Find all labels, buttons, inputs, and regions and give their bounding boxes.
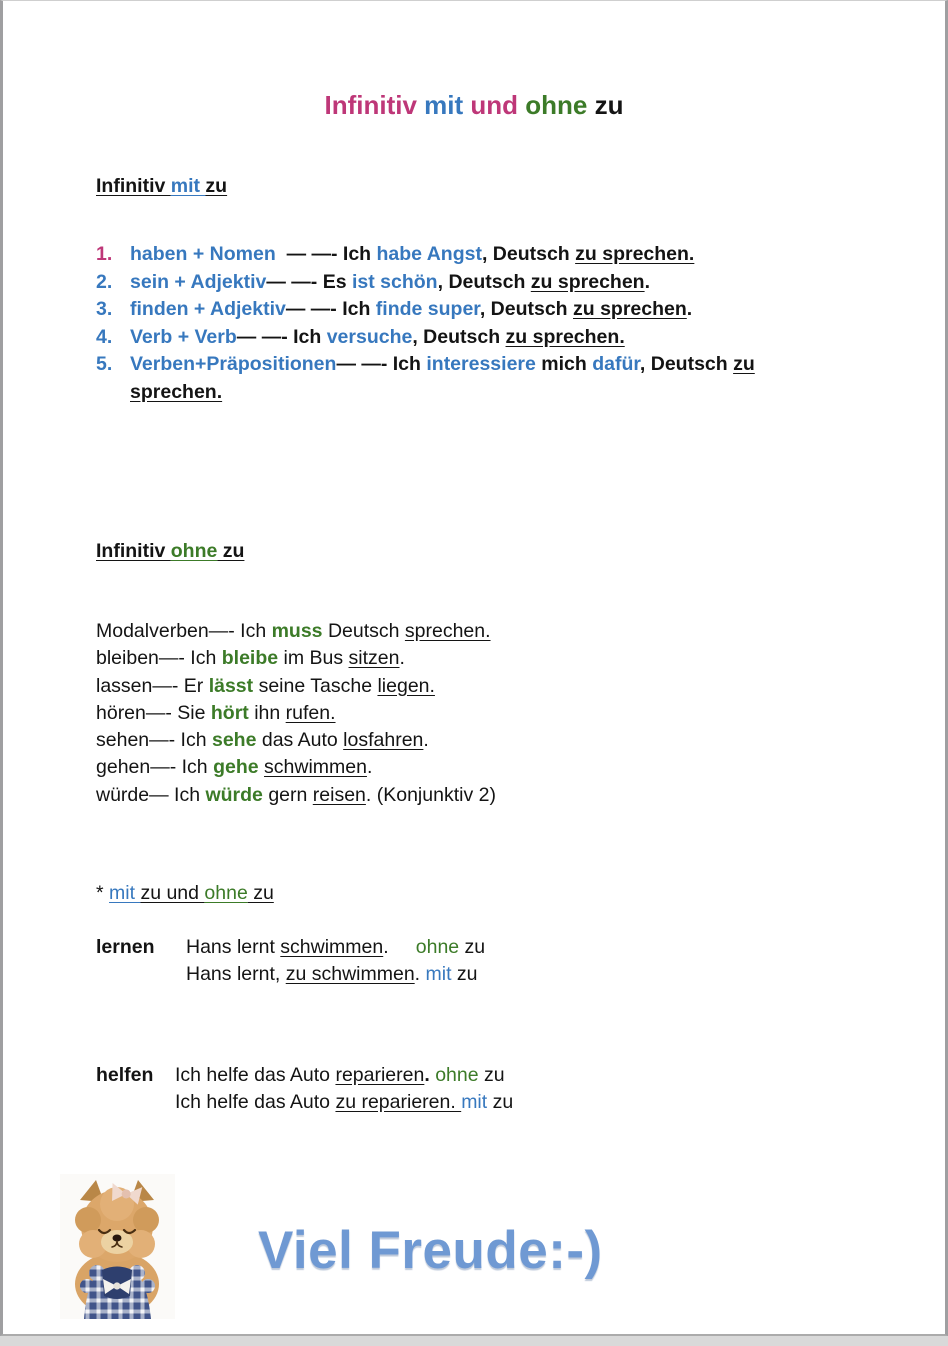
- document-title: Infinitiv mit und ohne zu: [324, 90, 624, 120]
- note-mit-und-ohne-zu: * mit zu und ohne zu: [96, 882, 274, 905]
- example-line: Ich helfe das Auto zu reparieren. mit zu: [175, 1090, 514, 1113]
- dog-photo: [60, 1174, 175, 1319]
- list-number: 2.: [96, 270, 113, 293]
- list-item-text: sein + Adjektiv— —- Es ist schön, Deutsch zu sprechen.: [130, 270, 651, 293]
- example-line: lassen—- Er lässt seine Tasche liegen.: [96, 674, 435, 697]
- example-line: sehen—- Ich sehe das Auto losfahren.: [96, 729, 429, 752]
- list-item-text: haben + Nomen — —- Ich habe Angst, Deutsch zu sprechen.: [130, 243, 695, 265]
- list-item: [96, 351, 905, 406]
- list-item: [96, 269, 905, 297]
- example-line: bleiben—- Ich bleibe im Bus sitzen.: [96, 647, 405, 670]
- list-number: 5.: [96, 353, 113, 375]
- footer: [60, 1174, 945, 1319]
- example-line: Modalverben—- Ich muss Deutsch sprechen.: [96, 620, 491, 642]
- heading-infinitiv-mit-zu: Infinitiv mit zu: [96, 175, 228, 197]
- example-line: Hans lernt, zu schwimmen. mit zu: [186, 962, 478, 985]
- list-number: 3.: [96, 298, 113, 320]
- ohne-zu-examples: [96, 618, 945, 809]
- verb-label: lernen: [96, 936, 155, 959]
- closing-message: Viel Freude:-): [258, 1221, 603, 1281]
- example-line: würde— Ich würde gern reisen. (Konjunktiv 2): [96, 783, 496, 806]
- helfen-example: [96, 1062, 945, 1115]
- list-number: 1.: [96, 243, 113, 265]
- list-item: [96, 296, 905, 324]
- example-line: hören—- Sie hört ihn rufen.: [96, 701, 336, 724]
- list-item-text: Verb + Verb— —- Ich versuche, Deutsch zu sprechen.: [130, 325, 625, 348]
- lernen-example: [96, 934, 945, 987]
- verb-example-lines: [175, 1062, 513, 1115]
- list-item-text: Verben+Präpositionen— —- Ich interessiere mich dafür, Deutsch zu sprechen.: [130, 353, 755, 403]
- example-line: gehen—- Ich gehe schwimmen.: [96, 756, 373, 779]
- verb-example-lines: [186, 934, 485, 987]
- list-number: 4.: [96, 325, 113, 348]
- mit-zu-list: [3, 241, 945, 406]
- verb-label: helfen: [96, 1064, 154, 1087]
- list-item-text: finden + Adjektiv— —- Ich finde super, Deutsch zu sprechen.: [130, 298, 693, 320]
- example-line: Ich helfe das Auto reparieren. ohne zu: [175, 1064, 505, 1087]
- list-item: [96, 241, 905, 269]
- list-item: [96, 324, 905, 352]
- heading-infinitiv-ohne-zu: Infinitiv ohne zu: [96, 540, 245, 562]
- example-line: Hans lernt schwimmen. ohne zu: [186, 936, 486, 959]
